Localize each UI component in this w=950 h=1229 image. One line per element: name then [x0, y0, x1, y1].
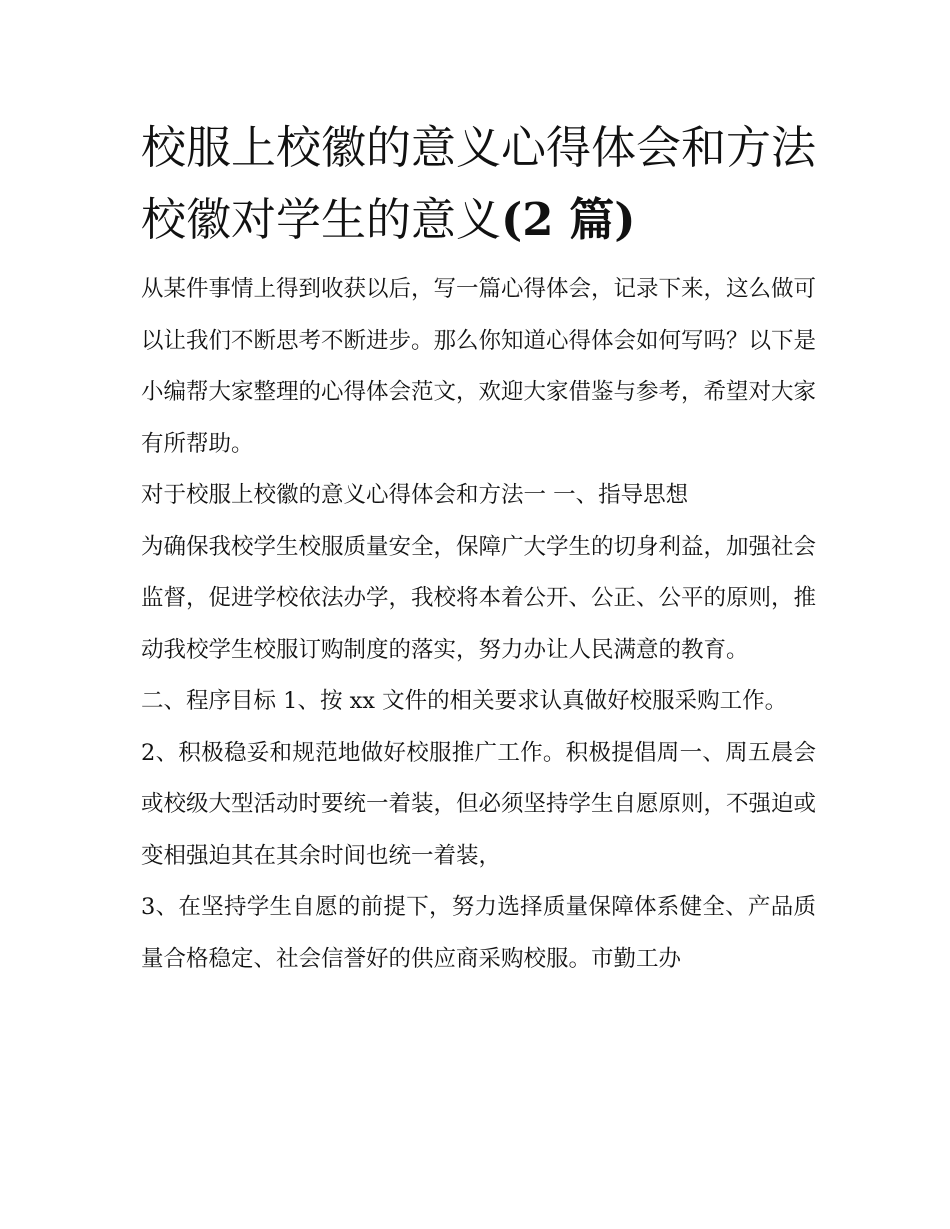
paragraph-guiding-thought: 为确保我校学生校服质量安全，保障广大学生的切身利益，加强社会监督，促进学校依法办学，我校将本着公开、公正、公平的原则，推动我校学生校服订购制度的落实，努力办让人民满意的教育。	[141, 533, 817, 663]
document-title	[141, 112, 816, 256]
paragraph-goal-3: 3、在坚持学生自愿的前提下，努力选择质量保障体系健全、产品质量合格稳定、社会信誉好的供应商采购校服。市勤工办	[141, 894, 816, 972]
paragraph-goal-2: 2、积极稳妥和规范地做好校服推广工作。积极提倡周一、周五晨会或校级大型活动时要统一着装，但必须坚持学生自愿原则，不强迫或变相强迫其在其余时间也统一着装，	[141, 739, 817, 869]
paragraph-section-heading: 对于校服上校徽的意义心得体会和方法一 一、指导思想	[141, 482, 689, 508]
document-body	[141, 112, 816, 985]
paragraph-intro: 从某件事情上得到收获以后，写一篇心得体会，记录下来，这么做可以让我们不断思考不断进步。那么你知道心得体会如何写吗？以下是小编帮大家整理的心得体会范文，欢迎大家借鉴与参考，希望对大家有所帮助。	[141, 276, 817, 457]
title-suffix: (2 篇)	[501, 193, 636, 246]
paragraph-goal-1: 二、程序目标 1、按 xx 文件的相关要求认真做好校服采购工作。	[141, 688, 788, 714]
title-main: 校服上校徽的意义心得体会和方法 校徽对学生的意义	[141, 121, 817, 246]
